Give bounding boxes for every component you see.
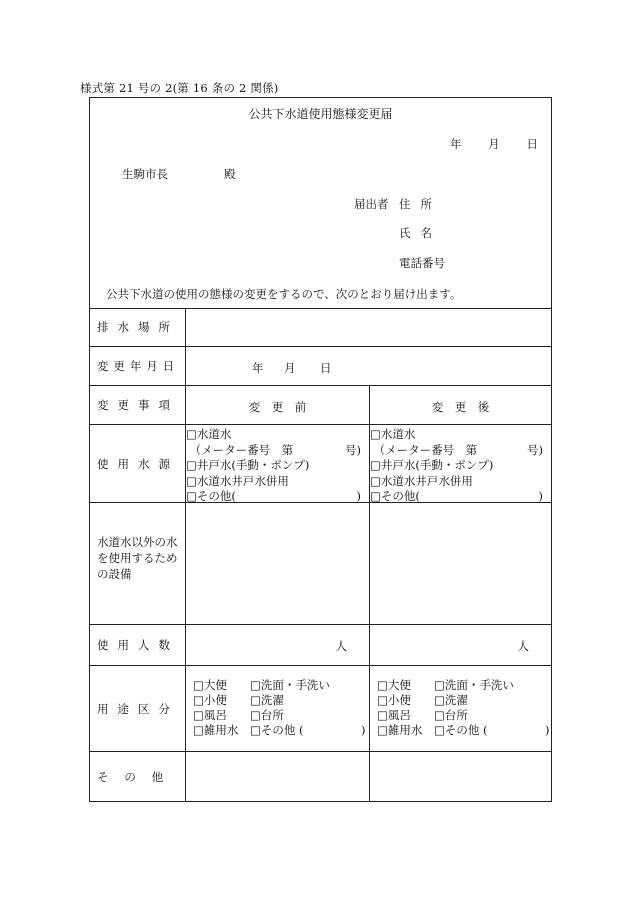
- day-label: 日: [526, 137, 538, 151]
- option-washbasin[interactable]: □洗面・手洗い: [250, 678, 330, 692]
- person-unit: 人: [335, 639, 347, 653]
- option-toilet-large[interactable]: □大便: [377, 678, 411, 692]
- meter-end: 号): [527, 442, 543, 457]
- option-toilet-small[interactable]: □小便: [377, 693, 411, 707]
- meter-number-line: [186, 443, 369, 459]
- label-text: 使 用 水 源: [97, 456, 170, 471]
- change-month-label: 月: [284, 361, 296, 375]
- row-usage: [90, 666, 551, 752]
- option-washbasin[interactable]: □洗面・手洗い: [434, 678, 514, 692]
- name-label: 氏名: [399, 226, 442, 240]
- facility-label: [90, 503, 185, 624]
- option-bath[interactable]: □風呂: [377, 708, 411, 722]
- paren-close: ): [545, 723, 550, 737]
- option-tap-water[interactable]: □水道水: [186, 427, 232, 441]
- option-tap-water[interactable]: □水道水: [370, 427, 416, 441]
- option-toilet-large[interactable]: □大便: [193, 678, 227, 692]
- row-change-date: [90, 347, 551, 386]
- other-after[interactable]: [370, 752, 551, 801]
- phone-label: 電話番号: [399, 256, 445, 270]
- meter-label: （メーター番号 第: [373, 442, 478, 457]
- person-unit: 人: [517, 639, 529, 653]
- discharge-location-label: [90, 308, 185, 346]
- change-date-field[interactable]: [186, 347, 551, 385]
- meter-end: 号): [345, 442, 361, 457]
- label-text: そ の 他: [97, 769, 164, 784]
- option-well-water[interactable]: □井戸水(手動・ポンプ): [186, 458, 310, 472]
- honorific: 殿: [224, 167, 236, 181]
- option-kitchen[interactable]: □台所: [434, 708, 468, 722]
- num-users-label: [90, 625, 185, 665]
- addressee: 生駒市長: [122, 167, 168, 181]
- form-header: [90, 98, 551, 309]
- other-before[interactable]: [186, 752, 369, 801]
- address-label: 住所: [399, 197, 442, 211]
- discharge-location-field[interactable]: [186, 308, 551, 346]
- row-num-users: [90, 625, 551, 666]
- usage-label: [90, 666, 185, 751]
- option-combined[interactable]: □水道水井戸水併用: [370, 473, 473, 488]
- label-text: 変 更 年 月 日: [97, 359, 175, 373]
- form-frame: [89, 97, 552, 802]
- row-water-source: [90, 425, 551, 503]
- facility-before[interactable]: [186, 503, 369, 624]
- num-users-before[interactable]: [186, 625, 369, 665]
- water-source-label: [90, 425, 185, 502]
- form-title: 公共下水道使用態様変更届: [248, 107, 393, 121]
- label-text: 用 途 区 分: [97, 701, 170, 716]
- change-date-label: [90, 347, 185, 385]
- option-bath[interactable]: □風呂: [193, 708, 227, 722]
- usage-after[interactable]: [370, 666, 551, 751]
- option-toilet-small[interactable]: □小便: [193, 693, 227, 707]
- change-items-label: [90, 386, 185, 424]
- submission-date[interactable]: [450, 136, 538, 152]
- meter-number-line: [370, 443, 551, 459]
- label-text: 排 水 場 所: [97, 320, 170, 334]
- column-before: 変 更 前: [248, 400, 307, 414]
- option-combined[interactable]: □水道水井戸水併用: [186, 473, 289, 488]
- usage-before[interactable]: [186, 666, 369, 751]
- option-other[interactable]: □その他 (: [250, 723, 304, 737]
- option-laundry[interactable]: □洗濯: [250, 693, 284, 707]
- row-change-items: [90, 386, 551, 425]
- row-discharge-location: [90, 308, 551, 347]
- label-text: 水道水以外の水を使用するための設備: [97, 534, 178, 581]
- change-day-label: 日: [320, 361, 332, 375]
- option-well-water[interactable]: □井戸水(手動・ポンプ): [370, 458, 494, 472]
- option-other-label: □その他(: [186, 489, 236, 503]
- applicant-label: 届出者: [354, 197, 389, 211]
- water-source-after[interactable]: [370, 425, 551, 502]
- option-laundry[interactable]: □洗濯: [434, 693, 468, 707]
- option-misc-water[interactable]: □雑用水: [193, 723, 239, 737]
- option-misc-water[interactable]: □雑用水: [377, 723, 423, 737]
- other-label: [90, 752, 185, 801]
- facility-after[interactable]: [370, 503, 551, 624]
- year-label: 年: [450, 137, 462, 151]
- option-kitchen[interactable]: □台所: [250, 708, 284, 722]
- paren-close: ): [361, 723, 366, 737]
- label-text: 変 更 事 項: [97, 398, 170, 412]
- statement: 公共下水道の使用の態様の変更をするので、次のとおり届け出ます。: [106, 287, 462, 301]
- num-users-after[interactable]: [370, 625, 551, 665]
- column-after: 変 更 後: [431, 400, 490, 414]
- paren-close: ): [538, 489, 543, 503]
- water-source-before[interactable]: [186, 425, 369, 502]
- label-text: 使 用 人 数: [97, 638, 170, 652]
- row-facility: [90, 503, 551, 625]
- month-label: 月: [488, 137, 500, 151]
- change-year-label: 年: [252, 361, 264, 375]
- option-other[interactable]: □その他 (: [434, 723, 488, 737]
- form-number: 様式第 21 号の 2(第 16 条の 2 関係): [80, 81, 279, 95]
- paren-close: ): [356, 489, 361, 503]
- option-other-label: □その他(: [370, 489, 420, 503]
- row-other: [90, 752, 551, 801]
- meter-label: （メーター番号 第: [189, 442, 294, 457]
